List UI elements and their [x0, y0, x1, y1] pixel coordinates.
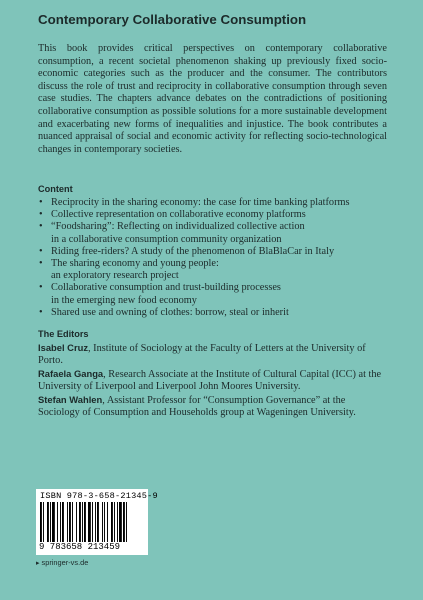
barcode-bar: [119, 502, 122, 542]
barcode-bar: [88, 502, 91, 542]
book-title: Contemporary Collaborative Consumption: [38, 12, 307, 27]
barcode-bar: [79, 502, 81, 542]
barcode-bar: [52, 502, 55, 542]
list-item: • Riding free-riders? A study of the phenomenon of BlaBlaCar in Italy: [39, 245, 335, 257]
isbn-label: ISBN 978-3-658-21345-9: [40, 491, 158, 501]
editor-affiliation: , Assistant Professor for “Consumption Governance” at the Sociology of Consumption and Households group at Wageningen University.: [38, 394, 356, 419]
barcode-bar: [40, 502, 42, 542]
barcode-bar: [97, 502, 99, 542]
list-item: • Collaborative consumption and trust-building processes in the emerging new food economy: [39, 282, 281, 306]
barcode-bar: [84, 502, 86, 542]
editor-affiliation: , Research Associate at the Institute of Cultural Capital (ICC) at the University of Liverpool and Liverpool John Moores University.: [38, 368, 382, 393]
list-item: • Collective representation on collaborative economy platforms: [39, 209, 306, 221]
content-heading: Content: [38, 184, 73, 194]
barcode-bar: [117, 502, 118, 542]
barcode-bars-icon: [40, 502, 144, 542]
list-item: • Reciprocity in the sharing economy: the case for time banking platforms: [39, 197, 350, 208]
editor-entry: [38, 368, 387, 394]
editors-heading: The Editors: [38, 329, 89, 339]
list-item: • Shared use and owning of clothes: borrow, steal or inherit: [39, 306, 289, 318]
editor-entry: [38, 342, 387, 368]
barcode-bar: [60, 502, 61, 542]
barcode-bar: [76, 502, 77, 542]
barcode-bar: [69, 502, 71, 542]
barcode-bar: [111, 502, 113, 542]
bullet-icon: •: [39, 221, 43, 233]
barcode-bar: [82, 502, 83, 542]
barcode-bar: [123, 502, 125, 542]
list-item: • “Foodsharing”: Reflecting on individualized collective action in a collaborative consumption community organization: [39, 221, 305, 245]
editor-entry: [38, 394, 387, 420]
ean-digits: 9 783658 213459: [39, 542, 121, 552]
bullet-icon: •: [39, 306, 43, 318]
book-description: This book provides critical perspectives on contemporary collaborative consumption, a recent societal phenomenon shaking up previously fixed socio-economic categories such as the producer and the consumer. The contributors discuss the role of trust and reciprocity in collaborative consumption through seven case studies. The chapters advance debates on the contradictions of positioning collaborative consumption as possible solutions for a more sustainable development and exacerbating new forms of inequalities and injustice. The book contributes a nuanced appraisal of social and economic activity for reflecting socio-technological changes in contemporary societies.: [38, 43, 387, 155]
barcode-bar: [62, 502, 64, 542]
bullet-icon: •: [39, 197, 43, 208]
barcode-bar: [107, 502, 108, 542]
bullet-icon: •: [39, 258, 43, 270]
editor-name: Rafaela Ganga: [38, 367, 104, 379]
barcode-bar: [50, 502, 51, 542]
list-item: • The sharing economy and young people: an exploratory research project: [39, 258, 219, 282]
barcode-bar: [126, 502, 127, 542]
barcode-bar: [57, 502, 58, 542]
bullet-icon: •: [39, 245, 43, 257]
barcode-bar: [114, 502, 115, 542]
editor-name: Stefan Wahlen: [38, 393, 103, 405]
barcode-bar: [47, 502, 49, 542]
barcode-bar: [92, 502, 93, 542]
bullet-icon: •: [39, 282, 43, 294]
barcode-bar: [95, 502, 96, 542]
barcode-bar: [102, 502, 103, 542]
publisher-url[interactable]: ▸ springer-vs.de: [36, 558, 89, 567]
editor-affiliation: , Institute of Sociology at the Faculty of Letters at the University of Porto.: [38, 343, 366, 367]
bullet-icon: •: [39, 209, 43, 221]
barcode-bar: [72, 502, 73, 542]
barcode-bar: [67, 502, 68, 542]
barcode-bar: [104, 502, 105, 542]
editor-name: Isabel Cruz: [38, 342, 89, 353]
barcode: [36, 489, 158, 555]
barcode-bar: [43, 502, 44, 542]
arrow-right-icon: ▸: [36, 560, 40, 567]
content-list: [38, 197, 398, 319]
editors-list: [38, 342, 387, 419]
